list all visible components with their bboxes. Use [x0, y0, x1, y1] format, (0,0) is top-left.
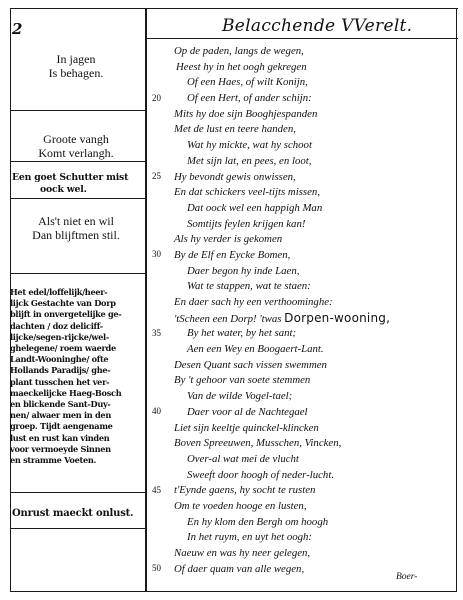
verse-line: Als hy verder is gekomen: [174, 233, 283, 246]
margin-divider: [10, 198, 146, 199]
verse-line: Liet sijn keeltje quinckel-klincken: [174, 421, 319, 434]
verse-line: Mits hy doe sijn Booghjespanden: [174, 107, 318, 120]
verse-line: In het ruym, en uyt het oogh:: [187, 531, 313, 544]
verse-line: By de Elf en Eycke Bomen,: [174, 248, 291, 261]
margin-note-line: maeckelijcke Haeg-Bosch: [10, 387, 122, 398]
verse-text: [174, 44, 390, 577]
margin-note-groote-vangh: [12, 132, 140, 160]
margin-note-line: lust en rust kan vinden: [10, 432, 110, 443]
verse-line: Of een Haes, of wilt Konijn,: [187, 76, 308, 89]
margin-note-line: oock wel.: [40, 183, 87, 195]
verse-line: Daer begon hy inde Laen,: [187, 264, 300, 277]
frame-column-rule: [145, 8, 147, 592]
margin-divider: [10, 492, 146, 493]
margin-note-line: Is behagen.: [48, 66, 104, 80]
catchword: Boer-: [396, 572, 418, 582]
margin-note-onrust: [12, 508, 140, 520]
margin-divider: [10, 110, 146, 111]
margin-note-goet-schutter: [12, 172, 140, 195]
margin-note-line: blijft in onvergetelijke ge-: [10, 309, 122, 320]
frame-right-rule: [456, 8, 457, 592]
verse-line: En hy klom den Bergh om hoogh: [187, 515, 329, 528]
verse-line-roman-part: Dorpen-wooning,: [284, 310, 391, 325]
margin-note-line: Het edel/loffelijk/heer-: [10, 287, 108, 297]
verse-line: Of een Hert, of ander schijn:: [187, 92, 312, 105]
margin-note-line: Hollands Paradijs/ ghe-: [10, 365, 111, 376]
frame-bottom-rule: [10, 591, 457, 592]
margin-note-line: en blickende Sant-Duy-: [10, 399, 111, 410]
line-number: 25: [152, 171, 161, 181]
verse-line: Met de lust en teere handen,: [174, 123, 296, 136]
margin-note-line: Komt verlangh.: [38, 146, 114, 160]
running-header: Belacchende VVerelt.: [222, 16, 413, 36]
margin-divider: [10, 273, 146, 274]
margin-note-line: Groote vangh: [43, 132, 109, 146]
margin-note-dorp-description: [10, 287, 142, 466]
verse-line: Naeuw en was hy neer gelegen,: [174, 547, 311, 559]
verse-line: Of daer quam van alle wegen,: [174, 562, 305, 575]
margin-note-in-jagen: [12, 52, 140, 80]
margin-note-line: Als't niet en wil: [38, 214, 114, 228]
verse-line: Aen een Wey en Boogaert-Lant.: [187, 343, 324, 356]
margin-note-line: Landt-Wooninghe/ ofte: [10, 354, 109, 365]
margin-note-line: voor vermoeyde Sinnen: [10, 443, 111, 454]
page-number: 2: [12, 20, 23, 38]
verse-line: Heest hy in het oogh gekregen: [176, 60, 307, 73]
verse-line: [174, 311, 390, 327]
verse-line: Hy bevondt gewis onwissen,: [174, 170, 296, 183]
verse-line-italic-part: 'tScheen een Dorp! 'twas: [174, 312, 282, 325]
frame-top-rule: [10, 8, 458, 9]
margin-note-line: groep. Tijdt aengename: [10, 421, 113, 432]
verse-line: En daer sach hy een verthoominghe:: [174, 296, 333, 308]
verse-line: Desen Quant sach vissen swemmen: [174, 358, 327, 371]
margin-note-line: ghelegene/ roem waerde: [10, 343, 116, 354]
verse-line: Met sijn lat, en pees, en loot,: [187, 154, 312, 167]
margin-note-line: lijck Gestachte van Dorp: [10, 298, 116, 309]
line-number: 45: [152, 485, 161, 495]
line-number: 30: [152, 249, 161, 259]
line-number: 20: [152, 93, 161, 103]
verse-line: Daer voor al de Nachtegael: [187, 405, 308, 418]
margin-note-line: nen/ alwaer men in den: [10, 410, 111, 421]
verse-line: Over-al wat mei de vlucht: [187, 452, 299, 465]
margin-note-line: Een goet Schutter mist: [12, 172, 129, 183]
line-number: 35: [152, 328, 161, 338]
margin-note-line: dachten / doz deliciff-: [10, 320, 103, 331]
margin-note-line: en stramme Voeten.: [10, 455, 97, 466]
verse-line: By 't gehoor van soete stemmen: [174, 374, 311, 387]
verse-line: Wat hy mickte, wat hy schoot: [187, 139, 312, 152]
verse-line: By het water, by het sant;: [187, 327, 297, 340]
verse-line: En dat schickers veel-tijts missen,: [174, 186, 321, 199]
verse-line: Op de paden, langs de wegen,: [174, 45, 304, 57]
margin-note-als-niet: [12, 214, 140, 242]
margin-note-line: lijcke/segen-rijcke/wel-: [10, 331, 109, 342]
margin-divider: [10, 528, 146, 529]
line-number: 40: [152, 406, 161, 416]
verse-line: t'Eynde gaens, hy socht te rusten: [174, 484, 316, 497]
line-number: 50: [152, 563, 161, 573]
verse-line: Somtijts feylen krijgen kan!: [187, 217, 306, 230]
verse-line: Dat oock wel een happigh Man: [187, 201, 323, 214]
margin-note-line: plant tusschen het ver-: [10, 376, 110, 387]
margin-divider: [10, 161, 146, 162]
verse-line: Sweeft door hoogh of neder-lucht.: [187, 468, 335, 481]
verse-line: Om te voeden hooge en lusten,: [174, 499, 307, 512]
margin-note-line: Dan blijftmen stil.: [32, 228, 120, 242]
frame-header-rule: [146, 38, 458, 39]
margin-note-line: Onrust maeckt onlust.: [12, 508, 134, 519]
verse-line: Boven Spreeuwen, Musschen, Vincken,: [174, 437, 342, 450]
margin-note-line: In jagen: [56, 52, 96, 66]
verse-line: Wat te stappen, wat te staen:: [187, 280, 311, 293]
verse-line: Van de wilde Vogel-tael;: [187, 390, 293, 403]
